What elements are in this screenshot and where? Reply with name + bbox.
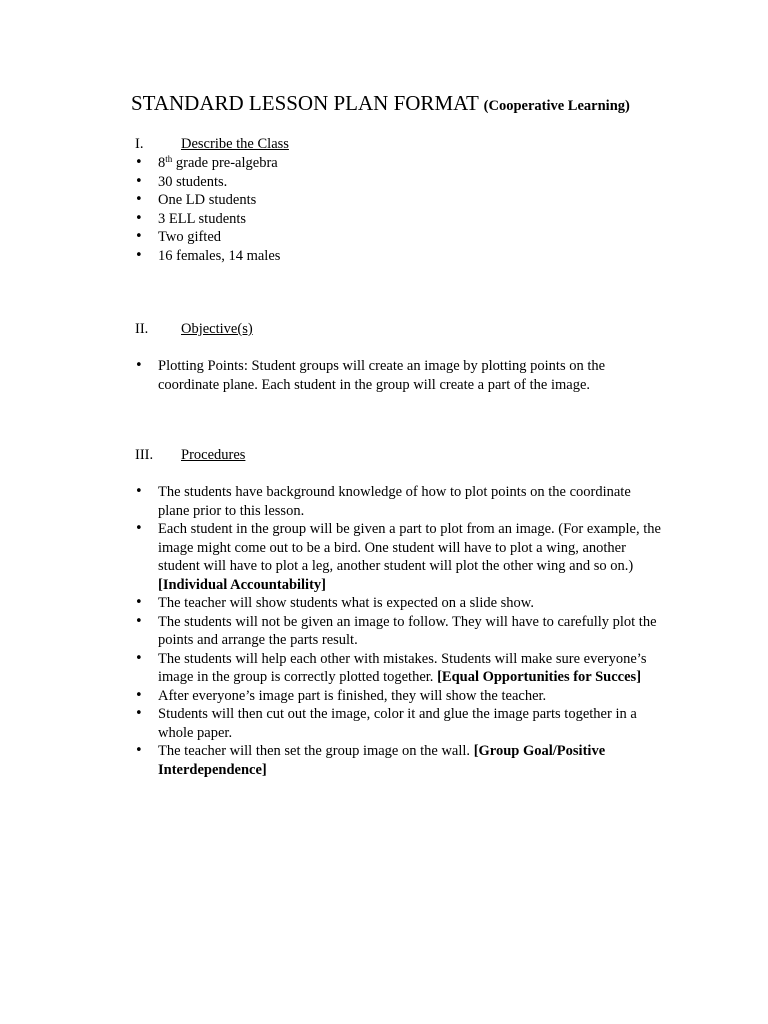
title-subtitle: (Cooperative Learning) (483, 98, 630, 114)
list-item: • After everyone’s image part is finished, they will show the teacher. (135, 687, 665, 706)
grade-number: 8 (158, 155, 166, 171)
equal-opportunities-tag: [Equal Opportunities for Succes] (437, 669, 642, 685)
objectives-list (135, 357, 665, 394)
grade-ordinal: th (165, 154, 173, 164)
section-heading-objectives (135, 320, 253, 339)
procedures-list (135, 483, 665, 779)
item-text: Each student in the group will be given a part to plot from an image. (For example, the image might come out to be a bird. One student will have to plot a wing, another student will have to plot a leg, another student will plot the other wing and so on.) (158, 521, 661, 574)
list-item: • Two gifted (135, 228, 665, 247)
section-numeral: II. (135, 321, 149, 337)
section-title: Procedures (181, 447, 246, 463)
list-item: • The teacher will show students what is expected on a slide show. (135, 594, 665, 613)
list-item (135, 154, 665, 173)
section-heading-procedures (135, 446, 245, 465)
list-item: • Plotting Points: Student groups will create an image by plotting points on the coordinate plane. Each student in the group will create a part of the image. (135, 357, 665, 394)
list-item: • 30 students. (135, 173, 665, 192)
section-heading-class (135, 135, 289, 154)
class-description-list (135, 154, 665, 265)
list-item: • 3 ELL students (135, 210, 665, 229)
document-title (131, 91, 630, 116)
list-item: • One LD students (135, 191, 665, 210)
list-item: • 16 females, 14 males (135, 247, 665, 266)
list-item (135, 650, 665, 687)
section-numeral: I. (135, 136, 144, 152)
accountability-tag: [Individual Accountability] (158, 576, 326, 593)
list-item (135, 742, 665, 779)
group-goal-tag: [Group Goal/Positive Interdependence] (158, 743, 606, 778)
item-text: The students will help each other with mistakes. Students will make sure everyone’s image in the group is correctly plotted together. (158, 650, 647, 685)
section-title: Describe the Class (181, 136, 289, 152)
list-item: • The students will not be given an image to follow. They will have to carefully plot the points and arrange the parts result. (135, 613, 665, 650)
list-item (135, 520, 665, 594)
list-item: • The students have background knowledge of how to plot points on the coordinate plane prior to this lesson. (135, 483, 665, 520)
list-item: • Students will then cut out the image, color it and glue the image parts together in a whole paper. (135, 705, 665, 742)
title-main: STANDARD LESSON PLAN FORMAT (131, 91, 479, 115)
section-numeral: III. (135, 447, 154, 463)
item-text: The teacher will then set the group image on the wall. (158, 743, 474, 759)
grade-text: grade pre-algebra (172, 155, 278, 171)
section-title: Objective(s) (181, 321, 253, 337)
